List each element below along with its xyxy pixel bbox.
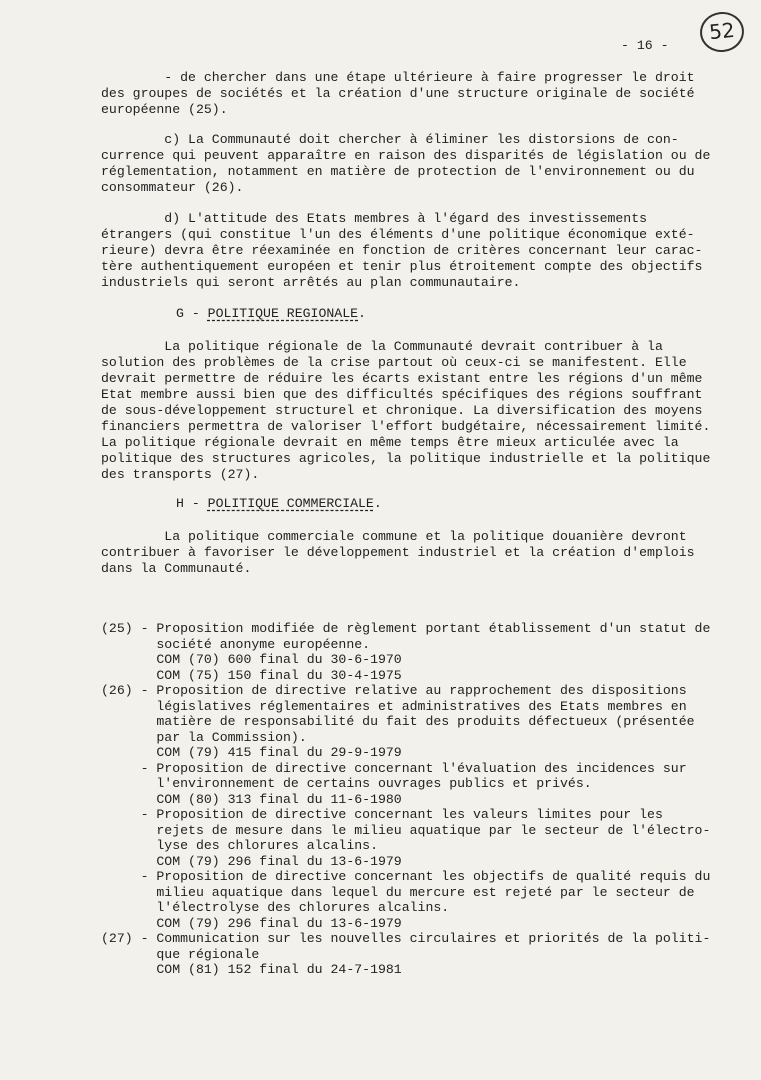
- section-heading-g: [176, 306, 366, 321]
- heading-h-prefix: H -: [176, 496, 208, 511]
- paragraph-intro: - de chercher dans une étape ultérieure à faire progresser le droit des groupes de sociétés et la création d'une structure originale de société européenne (25).: [101, 70, 695, 117]
- paragraph-h: La politique commerciale commune et la politique douanière devront contribuer à favoriser le développement industriel et la création d'emplois dans la Communauté.: [101, 529, 695, 576]
- paragraph-d: d) L'attitude des Etats membres à l'égard des investissements étrangers (qui constitue l'un des éléments d'une politique économique exté- rieure) devra être réexaminée en fonction de critères concernant leur carac- tère authentiquement européen et tenir plus étroitement compte des objectifs industriels qui seront arrêtés au plan communautaire.: [101, 211, 703, 290]
- heading-g-prefix: G -: [176, 306, 208, 321]
- page-stamp: 52: [698, 10, 746, 54]
- heading-h-suffix: .: [373, 496, 382, 511]
- heading-g-suffix: .: [358, 306, 366, 321]
- heading-h-title: POLITIQUE COMMERCIALE: [207, 496, 374, 511]
- heading-g-title: POLITIQUE REGIONALE: [207, 306, 359, 321]
- paragraph-g: La politique régionale de la Communauté devrait contribuer à la solution des problèmes de la crise partout où ceux-ci se manifestent. Elle devrait permettre de réduire les écarts existant entre les régions d'un même Etat membre aussi bien que des difficultés spécifiques des régions souffrant de sous-développement structurel et chronique. La diversification des moyens financiers permettra de valoriser l'effort budgétaire, nécessairement limité. La politique régionale devrait en même temps être mieux articulée avec la politique des structures agricoles, la politique industrielle et la politique des transports (27).: [101, 339, 711, 482]
- paragraph-c: c) La Communauté doit chercher à éliminer les distorsions de con- currence qui peuvent apparaître en raison des disparités de législation ou de réglementation, notamment en matière de protection de l'environnement ou du consommateur (26).: [101, 132, 711, 195]
- section-heading-h: [176, 496, 382, 511]
- footnotes: (25) - Proposition modifiée de règlement portant établissement d'un statut de société anonyme européenne. COM (70) 600 final du 30-6-1970 COM (75) 150 final du 30-4-1975 (26) - Proposition de directive relative au rapprochement des dispositions législatives réglementaires et administratives des Etats membres en matière de responsabilité du fait des produits défectueux (présentée par la Commission). COM (79) 415 final du 29-9-1979 - Proposition de directive concernant l'évaluation des incidences sur l'environnement de certains ouvrages publics et privés. COM (80) 313 final du 11-6-1980 - Proposition de directive concernant les valeurs limites pour les rejets de mesure dans le milieu aquatique par le secteur de l'électro- lyse des chlorures alcalins. COM (79) 296 final du 13-6-1979 - Proposition de directive concernant les objectifs de qualité requis du milieu aquatique dans lequel du mercure est rejeté par le secteur de l'électrolyse des chlorures alcalins. COM (79) 296 final du 13-6-1979 (27) - Communication sur les nouvelles circulaires et priorités de la politi- que régionale COM (81) 152 final du 24-7-1981: [101, 621, 711, 977]
- page-number: - 16 -: [621, 38, 669, 53]
